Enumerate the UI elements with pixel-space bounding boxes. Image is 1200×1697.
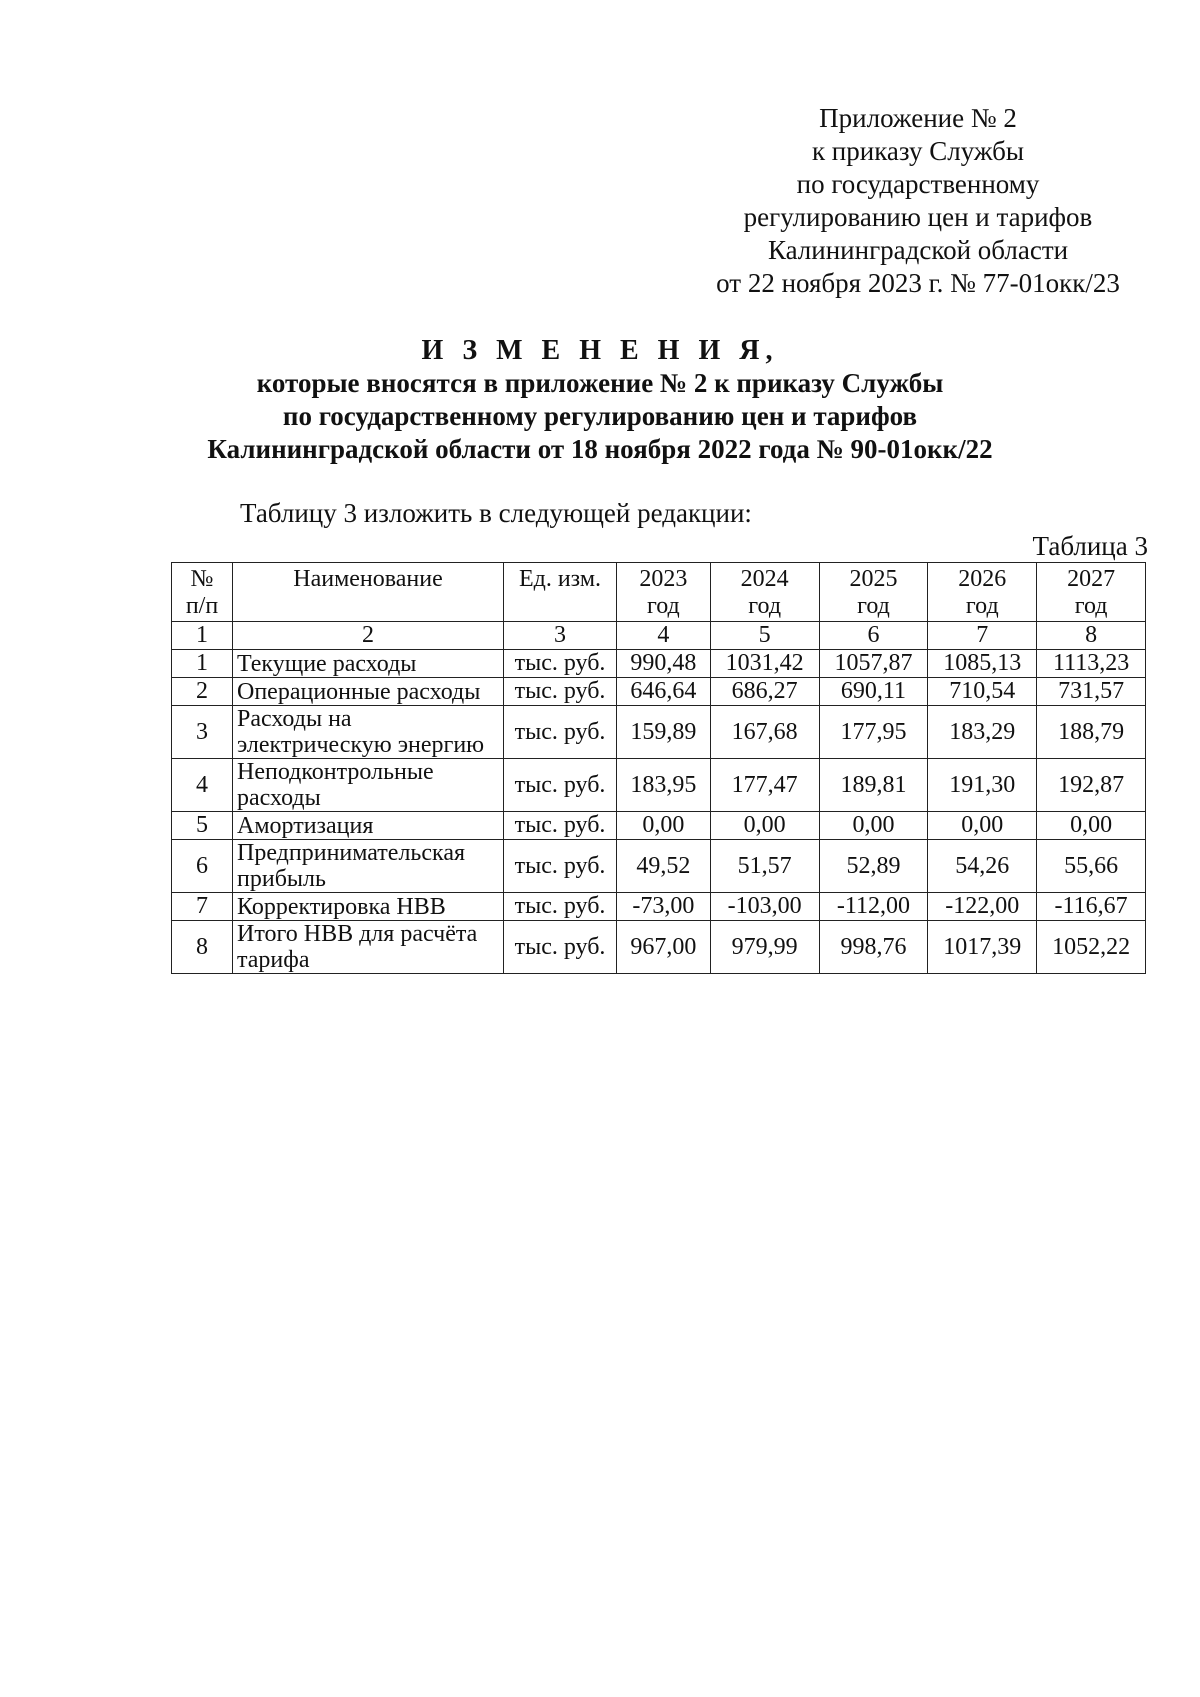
column-index-cell: 3 [504, 622, 617, 650]
header-year [617, 563, 711, 622]
row-name-line: Текущие расходы [237, 650, 417, 677]
header-year-unit: год [857, 593, 890, 619]
row-value: 167,68 [710, 706, 819, 759]
row-name [233, 678, 504, 706]
row-value: -112,00 [819, 893, 928, 921]
row-unit: тыс. руб. [504, 706, 617, 759]
row-number: 3 [172, 706, 233, 759]
row-name [233, 840, 504, 893]
row-name [233, 893, 504, 921]
header-num-line: п/п [185, 593, 219, 619]
header-year-unit: год [748, 593, 782, 619]
row-value: 1031,42 [710, 650, 819, 678]
row-number: 5 [172, 812, 233, 840]
header-year [710, 563, 819, 622]
header-num-line: № [190, 566, 214, 592]
header-name: Наименование [233, 563, 504, 622]
row-name-line: электрическую энергию [237, 732, 485, 758]
column-index-cell: 4 [617, 622, 711, 650]
row-value: 998,76 [819, 921, 928, 974]
row-value: 1057,87 [819, 650, 928, 678]
header-year-value: 2027 [1067, 566, 1116, 592]
row-unit: тыс. руб. [504, 840, 617, 893]
header-year-unit: год [965, 593, 999, 619]
row-name-line: Амортизация [237, 812, 374, 839]
row-value: 979,99 [710, 921, 819, 974]
row-value: 183,95 [617, 759, 711, 812]
appendix-line: к приказу Службы [811, 136, 1025, 166]
table-row [172, 759, 1146, 812]
header-year [1037, 563, 1146, 622]
header-year-value: 2025 [849, 566, 898, 592]
row-value: 710,54 [928, 678, 1037, 706]
table-row [172, 921, 1146, 974]
row-unit: тыс. руб. [504, 921, 617, 974]
row-name-line: Неподконтрольные [237, 759, 434, 785]
column-index-cell: 8 [1037, 622, 1146, 650]
row-value: 1113,23 [1037, 650, 1146, 678]
row-value: -103,00 [710, 893, 819, 921]
row-value: 1052,22 [1037, 921, 1146, 974]
row-name-line: тарифа [237, 947, 310, 973]
header-year-unit: год [1074, 593, 1108, 619]
row-value: 1017,39 [928, 921, 1037, 974]
row-number: 4 [172, 759, 233, 812]
tariff-table [171, 562, 1146, 974]
row-name-line: Расходы на [237, 706, 352, 732]
row-value: 0,00 [819, 812, 928, 840]
appendix-line: по государственному [796, 169, 1040, 199]
table-caption: Таблица 3 [1032, 531, 1148, 561]
column-index-cell: 2 [233, 622, 504, 650]
row-value: -122,00 [928, 893, 1037, 921]
appendix-reference [688, 102, 1148, 300]
heading-line: по государственному регулированию цен и тарифов [282, 401, 918, 431]
row-value: 731,57 [1037, 678, 1146, 706]
row-value: 0,00 [710, 812, 819, 840]
header-year-value: 2023 [639, 566, 688, 592]
row-value: 690,11 [819, 678, 928, 706]
row-value: -116,67 [1037, 893, 1146, 921]
row-number: 7 [172, 893, 233, 921]
row-name-line: Операционные расходы [237, 678, 481, 705]
row-value: -73,00 [617, 893, 711, 921]
row-unit: тыс. руб. [504, 650, 617, 678]
row-name-line: расходы [237, 785, 321, 811]
column-index-cell: 6 [819, 622, 928, 650]
row-value: 54,26 [928, 840, 1037, 893]
row-value: 1085,13 [928, 650, 1037, 678]
column-index-cell: 7 [928, 622, 1037, 650]
row-value: 0,00 [928, 812, 1037, 840]
row-name [233, 921, 504, 974]
header-unit: Ед. изм. [504, 563, 617, 622]
row-value: 177,95 [819, 706, 928, 759]
appendix-line: Калининградской области [767, 235, 1069, 265]
table-body [172, 622, 1146, 974]
row-value: 0,00 [617, 812, 711, 840]
row-value: 49,52 [617, 840, 711, 893]
row-unit: тыс. руб. [504, 759, 617, 812]
row-name-line: прибыль [237, 866, 326, 892]
row-value: 967,00 [617, 921, 711, 974]
row-name [233, 759, 504, 812]
header-year [928, 563, 1037, 622]
row-value: 189,81 [819, 759, 928, 812]
header-num [172, 563, 233, 622]
row-value: 51,57 [710, 840, 819, 893]
table-row [172, 650, 1146, 678]
table-row [172, 706, 1146, 759]
appendix-line: от 22 ноября 2023 г. № 77-01окк/23 [716, 268, 1120, 298]
column-index-row [172, 622, 1146, 650]
appendix-line: регулированию цен и тарифов [743, 202, 1093, 232]
row-unit: тыс. руб. [504, 893, 617, 921]
row-value: 177,47 [710, 759, 819, 812]
row-value: 191,30 [928, 759, 1037, 812]
row-unit: тыс. руб. [504, 678, 617, 706]
column-index-cell: 5 [710, 622, 819, 650]
row-number: 2 [172, 678, 233, 706]
heading-line: Калининградской области от 18 ноября 2022 года № 90-01окк/22 [207, 434, 993, 464]
table-row [172, 893, 1146, 921]
row-value: 192,87 [1037, 759, 1146, 812]
row-name [233, 706, 504, 759]
document-title: И З М Е Н Е Н И Я, [421, 335, 779, 366]
table-header-row [172, 563, 1146, 622]
appendix-line: Приложение № 2 [819, 103, 1017, 133]
row-name [233, 650, 504, 678]
row-name-line: Предпринимательская [237, 840, 466, 866]
row-value: 188,79 [1037, 706, 1146, 759]
header-year-value: 2026 [958, 566, 1007, 592]
row-unit: тыс. руб. [504, 812, 617, 840]
row-value: 52,89 [819, 840, 928, 893]
table-row [172, 812, 1146, 840]
row-value: 686,27 [710, 678, 819, 706]
column-index-cell: 1 [172, 622, 233, 650]
header-year [819, 563, 928, 622]
row-value: 55,66 [1037, 840, 1146, 893]
document-heading [0, 334, 1200, 466]
row-value: 159,89 [617, 706, 711, 759]
header-year-unit: год [647, 593, 680, 619]
row-number: 8 [172, 921, 233, 974]
row-value: 183,29 [928, 706, 1037, 759]
heading-line: которые вносятся в приложение № 2 к приказу Службы [256, 368, 944, 398]
row-name-line: Корректировка НВВ [237, 893, 446, 920]
header-year-value: 2024 [740, 566, 789, 592]
row-name-line: Итого НВВ для расчёта [237, 921, 478, 947]
row-value: 990,48 [617, 650, 711, 678]
row-value: 0,00 [1037, 812, 1146, 840]
intro-paragraph: Таблицу 3 изложить в следующей редакции: [240, 498, 752, 528]
row-number: 6 [172, 840, 233, 893]
row-name [233, 812, 504, 840]
table-row [172, 840, 1146, 893]
row-value: 646,64 [617, 678, 711, 706]
row-number: 1 [172, 650, 233, 678]
table-row [172, 678, 1146, 706]
